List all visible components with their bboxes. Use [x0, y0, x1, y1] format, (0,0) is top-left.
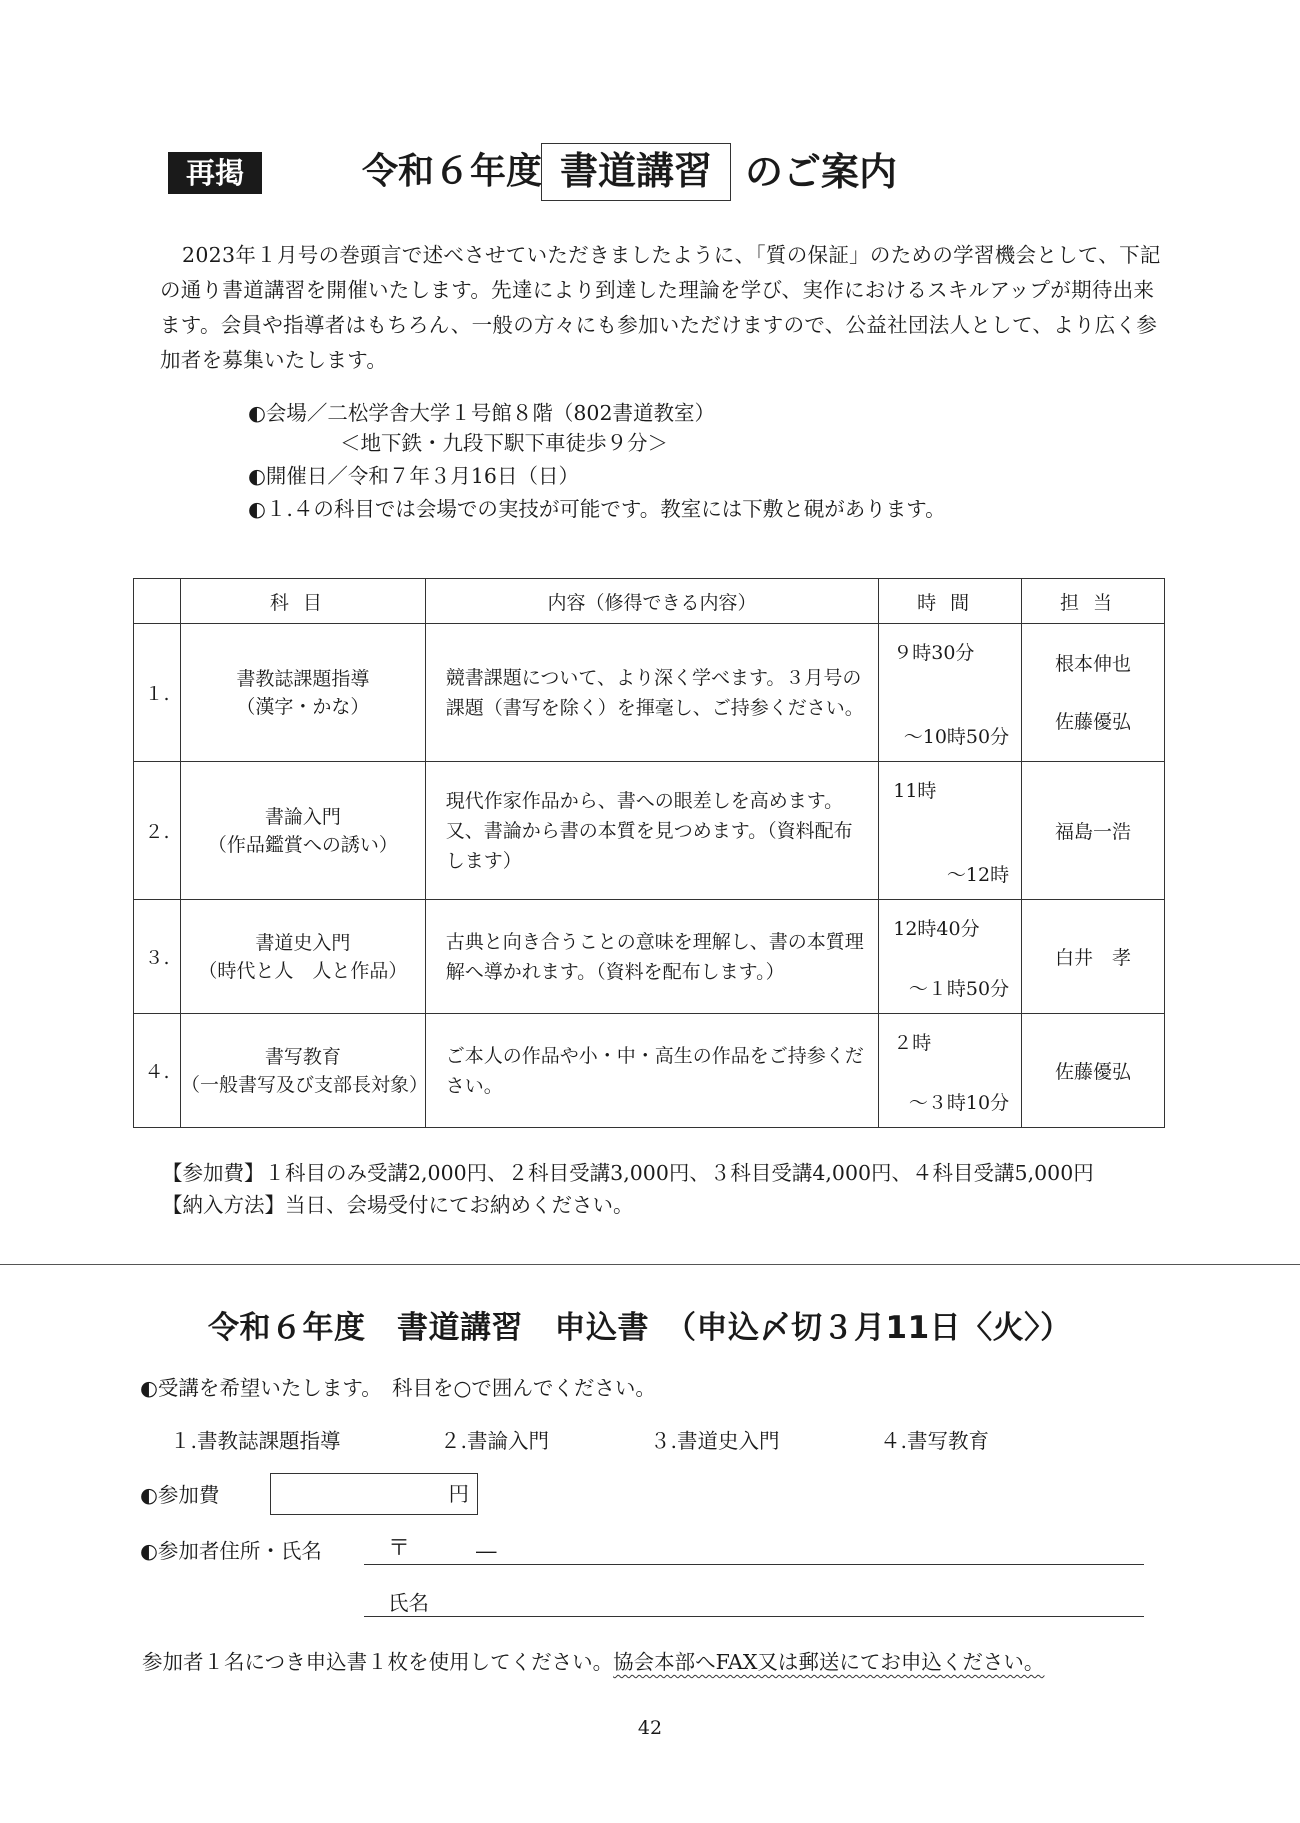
row-subject — [180, 900, 425, 1014]
subject-title: 書写教育 — [264, 1045, 341, 1068]
table-row — [134, 900, 1165, 1014]
row-instructor: 福島一浩 — [1022, 762, 1165, 900]
row-time — [879, 624, 1022, 762]
time-end: ～12時 — [946, 864, 1010, 886]
info-access: ＜地下鉄・九段下駅下車徒歩９分＞ — [340, 431, 668, 455]
header-subject: 科目 — [180, 579, 425, 624]
postal-dash: ― — [476, 1539, 497, 1563]
subject-title: 書道史入門 — [255, 931, 351, 954]
header-no — [134, 579, 181, 624]
address-line[interactable] — [364, 1564, 1144, 1565]
row-subject — [180, 1014, 428, 1128]
address-label: ◐参加者住所・氏名 — [140, 1539, 322, 1563]
title-year: 令和６年度 — [362, 151, 543, 192]
fee-text: 【参加費】１科目のみ受講2,000円、２科目受講3,000円、３科目受講4,000円、４科目受講5,000円 — [162, 1161, 1094, 1185]
fee-input-box[interactable] — [270, 1473, 478, 1515]
course-table — [133, 578, 1165, 1128]
subject-subtitle: （時代と人 人と作品） — [198, 959, 408, 982]
form-instruction: ◐受講を希望いたします。 科目を○で囲んでください。 — [140, 1376, 656, 1400]
title-boxed-course: 書道講習 — [541, 143, 731, 201]
row-instructor: 白井 孝 — [1022, 900, 1165, 1014]
subject-title: 書論入門 — [264, 805, 341, 828]
time-end: ～10時50分 — [903, 726, 1010, 748]
course-options — [0, 1426, 1300, 1456]
fees-block — [162, 1157, 1094, 1221]
row-time — [879, 1014, 1022, 1128]
instructor-name: 根本伸也 — [1055, 652, 1132, 675]
fee-label: ◐参加費 — [140, 1483, 220, 1507]
intro-paragraph — [160, 238, 1170, 378]
row-content: 現代作家作品から、書への眼差しを高めます。又、書論から書の本質を見つめます。（資料配布します） — [425, 762, 879, 900]
name-line[interactable] — [364, 1616, 1144, 1617]
row-content: ご本人の作品や小・中・高生の作品をご持参ください。 — [425, 1014, 879, 1128]
subject-title: 書教誌課題指導 — [236, 667, 370, 690]
header-content: 内容（修得できる内容） — [425, 579, 879, 624]
row-time — [879, 762, 1022, 900]
payment-text: 【納入方法】当日、会場受付にてお納めください。 — [162, 1193, 634, 1217]
row-number: １. — [134, 624, 181, 762]
table-row — [134, 762, 1165, 900]
row-number: ２. — [134, 762, 181, 900]
intro-text: 2023年１月号の巻頭言で述べさせていただきましたように、「質の保証」のための学習機会として、下記の通り書道講習を開催いたします。先達により到達した理論を学び、実作におけるスキルアップが期待出来ます。会員や指導者はもちろん、一般の方々にも参加いただけますので、公益社団法人として、より広く参加者を募集いたします。 — [160, 243, 1161, 372]
row-instructor — [1022, 624, 1165, 762]
row-time — [879, 900, 1022, 1014]
fee-unit: 円 — [448, 1482, 469, 1506]
info-venue: ◐会場／二松学舎大学１号館８階（802書道教室） — [248, 401, 716, 425]
info-practice: ◐１.４の科目では会場での実技が可能です。教室には下敷と硯があります。 — [248, 497, 946, 521]
table-row — [134, 1014, 1165, 1128]
row-subject — [180, 624, 425, 762]
header-time: 時間 — [879, 579, 1022, 624]
subject-subtitle: （一般書写及び支部長対象） — [180, 1073, 428, 1096]
time-start: ２時 — [893, 1032, 932, 1054]
table-row — [134, 624, 1165, 762]
row-number: ３. — [134, 900, 181, 1014]
course-option[interactable]: ２.書論入門 — [440, 1429, 550, 1453]
time-start: 12時40分 — [893, 918, 980, 940]
row-subject — [180, 762, 425, 900]
form-title: 令和６年度 書道講習 申込書 （申込〆切３月11日〈火〉） — [208, 1310, 1072, 1346]
table-header-row — [134, 579, 1165, 624]
course-option[interactable]: １.書教誌課題指導 — [170, 1429, 341, 1453]
note-emphasis: 協会本部へFAX又は郵送にてお申込ください。 — [613, 1650, 1045, 1674]
section-divider — [0, 1264, 1300, 1265]
course-option[interactable]: ４.書写教育 — [880, 1429, 990, 1453]
time-start: 11時 — [893, 780, 937, 802]
info-date: ◐開催日／令和７年３月16日（日） — [248, 464, 579, 488]
subject-subtitle: （作品鑑賞への誘い） — [207, 833, 398, 856]
course-option[interactable]: ３.書道史入門 — [650, 1429, 780, 1453]
note-text: 参加者１名につき申込書１枚を使用してください。 — [142, 1650, 614, 1674]
subject-subtitle: （漢字・かな） — [236, 695, 370, 718]
title-guide: のご案内 — [745, 150, 898, 194]
instructor-name: 佐藤優弘 — [1055, 710, 1132, 733]
row-instructor: 佐藤優弘 — [1022, 1014, 1165, 1128]
time-end: ～３時10分 — [908, 1092, 1010, 1114]
name-label: 氏名 — [388, 1591, 429, 1615]
row-content: 古典と向き合うことの意味を理解し、書の本質理解へ導かれます。（資料を配布します。） — [425, 900, 879, 1014]
time-end: ～１時50分 — [908, 978, 1010, 1000]
row-content: 競書課題について、より深く学べます。３月号の課題（書写を除く）を揮毫し、ご持参ください。 — [425, 624, 879, 762]
postal-mark: 〒 — [388, 1536, 411, 1561]
time-start: ９時30分 — [893, 642, 975, 664]
reprint-badge: 再掲 — [168, 152, 262, 194]
header-instructor: 担当 — [1022, 579, 1165, 624]
form-note — [142, 1646, 1044, 1678]
page-number: 42 — [637, 1717, 663, 1739]
row-number: ４. — [134, 1014, 181, 1128]
